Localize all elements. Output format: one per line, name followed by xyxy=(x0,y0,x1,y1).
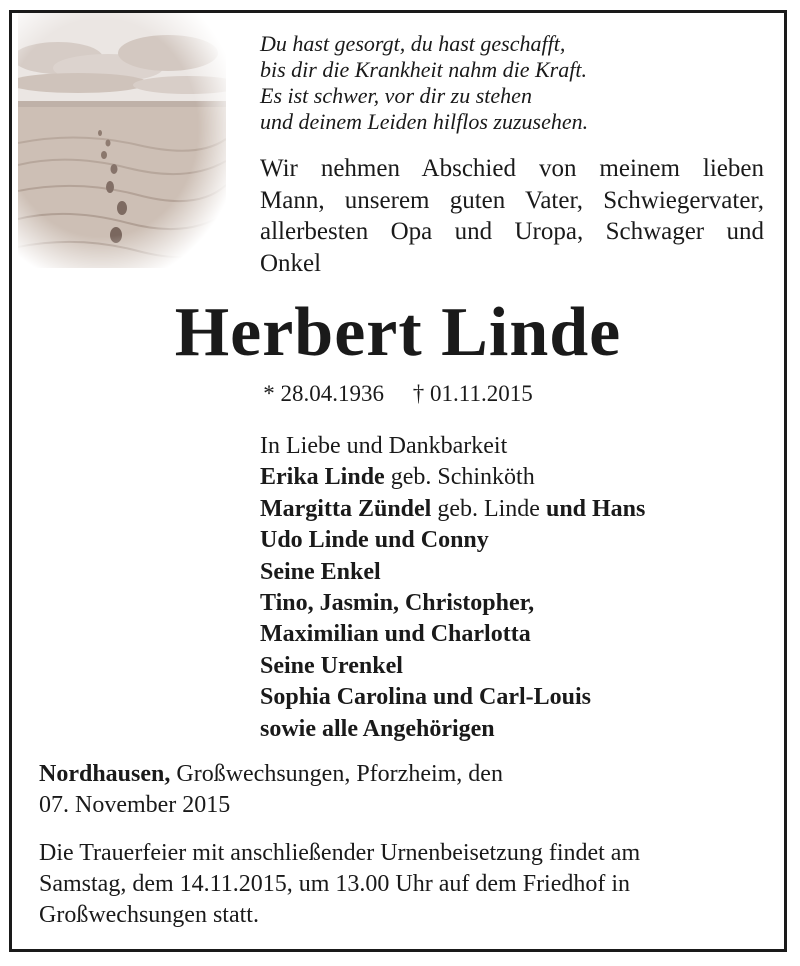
farewell-line: Mann, unserem guten Vater, Schwiegervater, xyxy=(260,186,764,214)
poem-line: Es ist schwer, vor dir zu stehen xyxy=(260,83,532,108)
mourner-nee: geb. Schinköth xyxy=(384,464,535,491)
grandchildren-names: Tino, Jasmin, Christopher, xyxy=(260,590,535,617)
mourner-name: Margitta Zündel xyxy=(260,495,432,522)
notice-date: 07. November 2015 xyxy=(39,792,231,818)
sand-footprints-image xyxy=(18,13,226,268)
mourner-entry: Udo Linde und Conny xyxy=(260,527,489,554)
farewell-text xyxy=(260,153,764,279)
mourner-nee: geb. Linde xyxy=(431,495,546,522)
place-line xyxy=(39,759,779,790)
life-dates xyxy=(12,380,784,408)
farewell-line: Onkel xyxy=(260,249,322,277)
service-line: Die Trauerfeier mit anschließender Urnenbeisetzung findet am xyxy=(39,840,641,866)
poem-line: bis dir die Krankheit nahm die Kraft. xyxy=(260,57,587,82)
great-grandchildren-label: Seine Urenkel xyxy=(260,652,403,679)
mourners-list xyxy=(260,431,780,745)
deceased-name: Herbert Linde xyxy=(174,294,622,371)
birth-date: * 28.04.1936 xyxy=(263,381,385,406)
poem-line: und deinem Leiden hilflos zuzusehen. xyxy=(260,109,589,134)
place-and-date xyxy=(39,759,779,821)
relatives: sowie alle Angehörigen xyxy=(260,715,495,742)
poem-line: Du hast gesorgt, du hast geschafft, xyxy=(260,31,566,56)
grandchildren-names: Maximilian und Charlotta xyxy=(260,621,531,648)
service-line: Großwechsungen statt. xyxy=(39,902,259,928)
grandchildren-label: Seine Enkel xyxy=(260,558,381,585)
great-grandchildren-names: Sophia Carolina und Carl-Louis xyxy=(260,684,591,711)
farewell-line: allerbesten Opa und Uropa, Schwager und xyxy=(260,218,764,245)
funeral-service-info xyxy=(39,838,779,931)
death-date: † 01.11.2015 xyxy=(412,381,533,406)
service-line: Samstag, dem 14.11.2015, um 13.00 Uhr auf dem Friedhof in xyxy=(39,871,631,897)
obituary-notice xyxy=(9,10,787,952)
mourners-intro: In Liebe und Dankbarkeit xyxy=(260,433,508,459)
mourner-name: Erika Linde xyxy=(260,464,385,491)
mourner-entry xyxy=(260,494,780,525)
mourner-entry xyxy=(260,462,780,493)
other-towns: Großwechsungen, Pforzheim, den xyxy=(170,761,503,787)
farewell-line: Wir nehmen Abschied von meinem lieben xyxy=(260,155,764,182)
town-name: Nordhausen, xyxy=(39,761,171,787)
poem xyxy=(260,31,780,135)
mourner-partner: und Hans xyxy=(545,495,646,522)
